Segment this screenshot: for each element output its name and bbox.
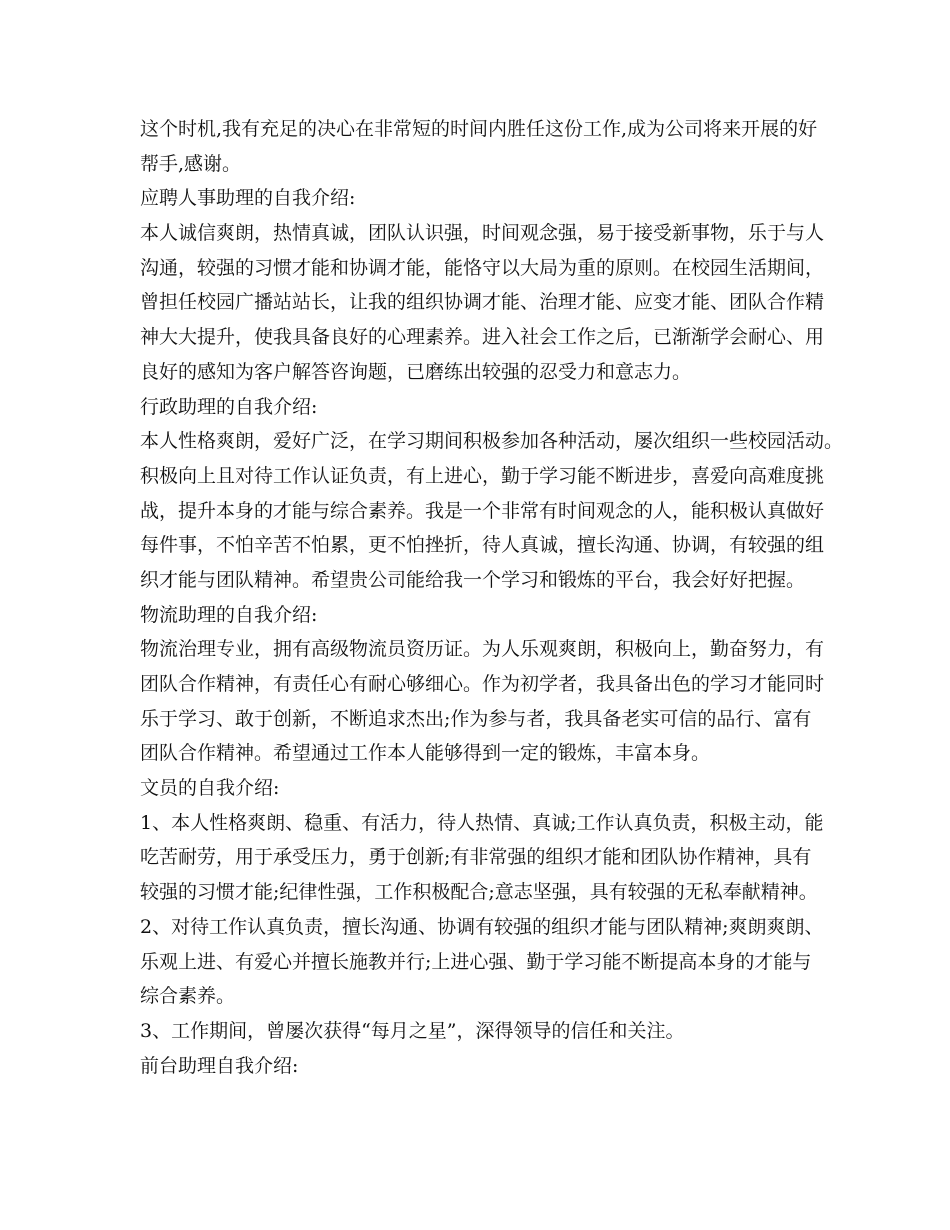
text-line: 本人诚信爽朗，热情真诚，团队认识强，时间观念强，易于接受新事物，乐于与人 — [140, 222, 825, 245]
text-line: 沟通，较强的习惯才能和协调才能，能恪守以大局为重的原则。在校园生活期间， — [140, 256, 825, 279]
section-heading: 行政助理的自我介绍: — [140, 395, 318, 418]
text-line: 这个时机,我有充足的决心在非常短的时间内胜任这份工作,成为公司将来开展的好 — [140, 118, 818, 140]
text-line: 良好的感知为客户解答咨询题，已磨练出较强的忍受力和意志力。 — [140, 360, 692, 383]
text-line: 神大大提升，使我具备良好的心理素养。进入社会工作之后，已渐渐学会耐心、用 — [140, 326, 825, 349]
text-line: 团队合作精神。希望通过工作本人能够得到一定的锻炼，丰富本身。 — [140, 742, 711, 765]
text-line: 乐于学习、敢于创新，不断追求杰出;作为参与者，我具备老实可信的品行、富有 — [140, 707, 812, 730]
text-line: 吃苦耐劳，用于承受压力，勇于创新;有非常强的组织才能和团队协作精神，具有 — [140, 846, 812, 869]
document-body — [140, 112, 844, 1083]
text-line: 每件事，不怕辛苦不怕累，更不怕挫折，待人真诚，擅长沟通、协调，有较强的组 — [140, 534, 825, 557]
text-line: 战，提升本身的才能与综合素养。我是一个非常有时间观念的人，能积极认真做好 — [140, 499, 825, 522]
section-heading: 前台助理自我介绍: — [140, 1054, 299, 1077]
text-line: 乐观上进、有爱心并擅长施教并行;上进心强、勤于学习能不断提高本身的才能与 — [140, 950, 812, 973]
text-line: 2、对待工作认真负责，擅长沟通、协调有较强的组织才能与团队精神;爽朗爽朗、 — [140, 915, 824, 938]
text-line: 帮手,感谢。 — [140, 152, 242, 175]
section-heading: 应聘人事助理的自我介绍: — [140, 187, 356, 210]
text-line: 织才能与团队精神。希望贵公司能给我一个学习和锻炼的平台，我会好好把握。 — [140, 568, 806, 591]
section-heading: 文员的自我介绍: — [140, 777, 280, 800]
text-line: 曾担任校园广播站站长，让我的组织协调才能、治理才能、应变才能、团队合作精 — [140, 291, 825, 314]
text-line: 团队合作精神，有责任心有耐心够细心。作为初学者，我具备出色的学习才能同时 — [140, 673, 825, 695]
text-line: 较强的习惯才能;纪律性强，工作积极配合;意志坚强，具有较强的无私奉献精神。 — [140, 881, 818, 904]
text-line: 3、工作期间，曾屡次获得“每月之星”，深得领导的信任和关注。 — [140, 1019, 685, 1042]
text-line: 本人性格爽朗，爱好广泛，在学习期间积极参加各种活动，屡次组织一些校园活动。 — [140, 430, 844, 453]
text-line: 综合素养。 — [140, 985, 236, 1008]
text-line: 积极向上且对待工作认证负责，有上进心，勤于学习能不断进步，喜爱向高难度挑 — [140, 464, 825, 487]
text-line: 物流治理专业，拥有高级物流员资历证。为人乐观爽朗，积极向上，勤奋努力，有 — [140, 638, 825, 661]
text-line: 1、本人性格爽朗、稳重、有活力，待人热情、真诚;工作认真负责，积极主动，能 — [140, 811, 824, 834]
section-heading: 物流助理的自我介绍: — [140, 603, 318, 626]
